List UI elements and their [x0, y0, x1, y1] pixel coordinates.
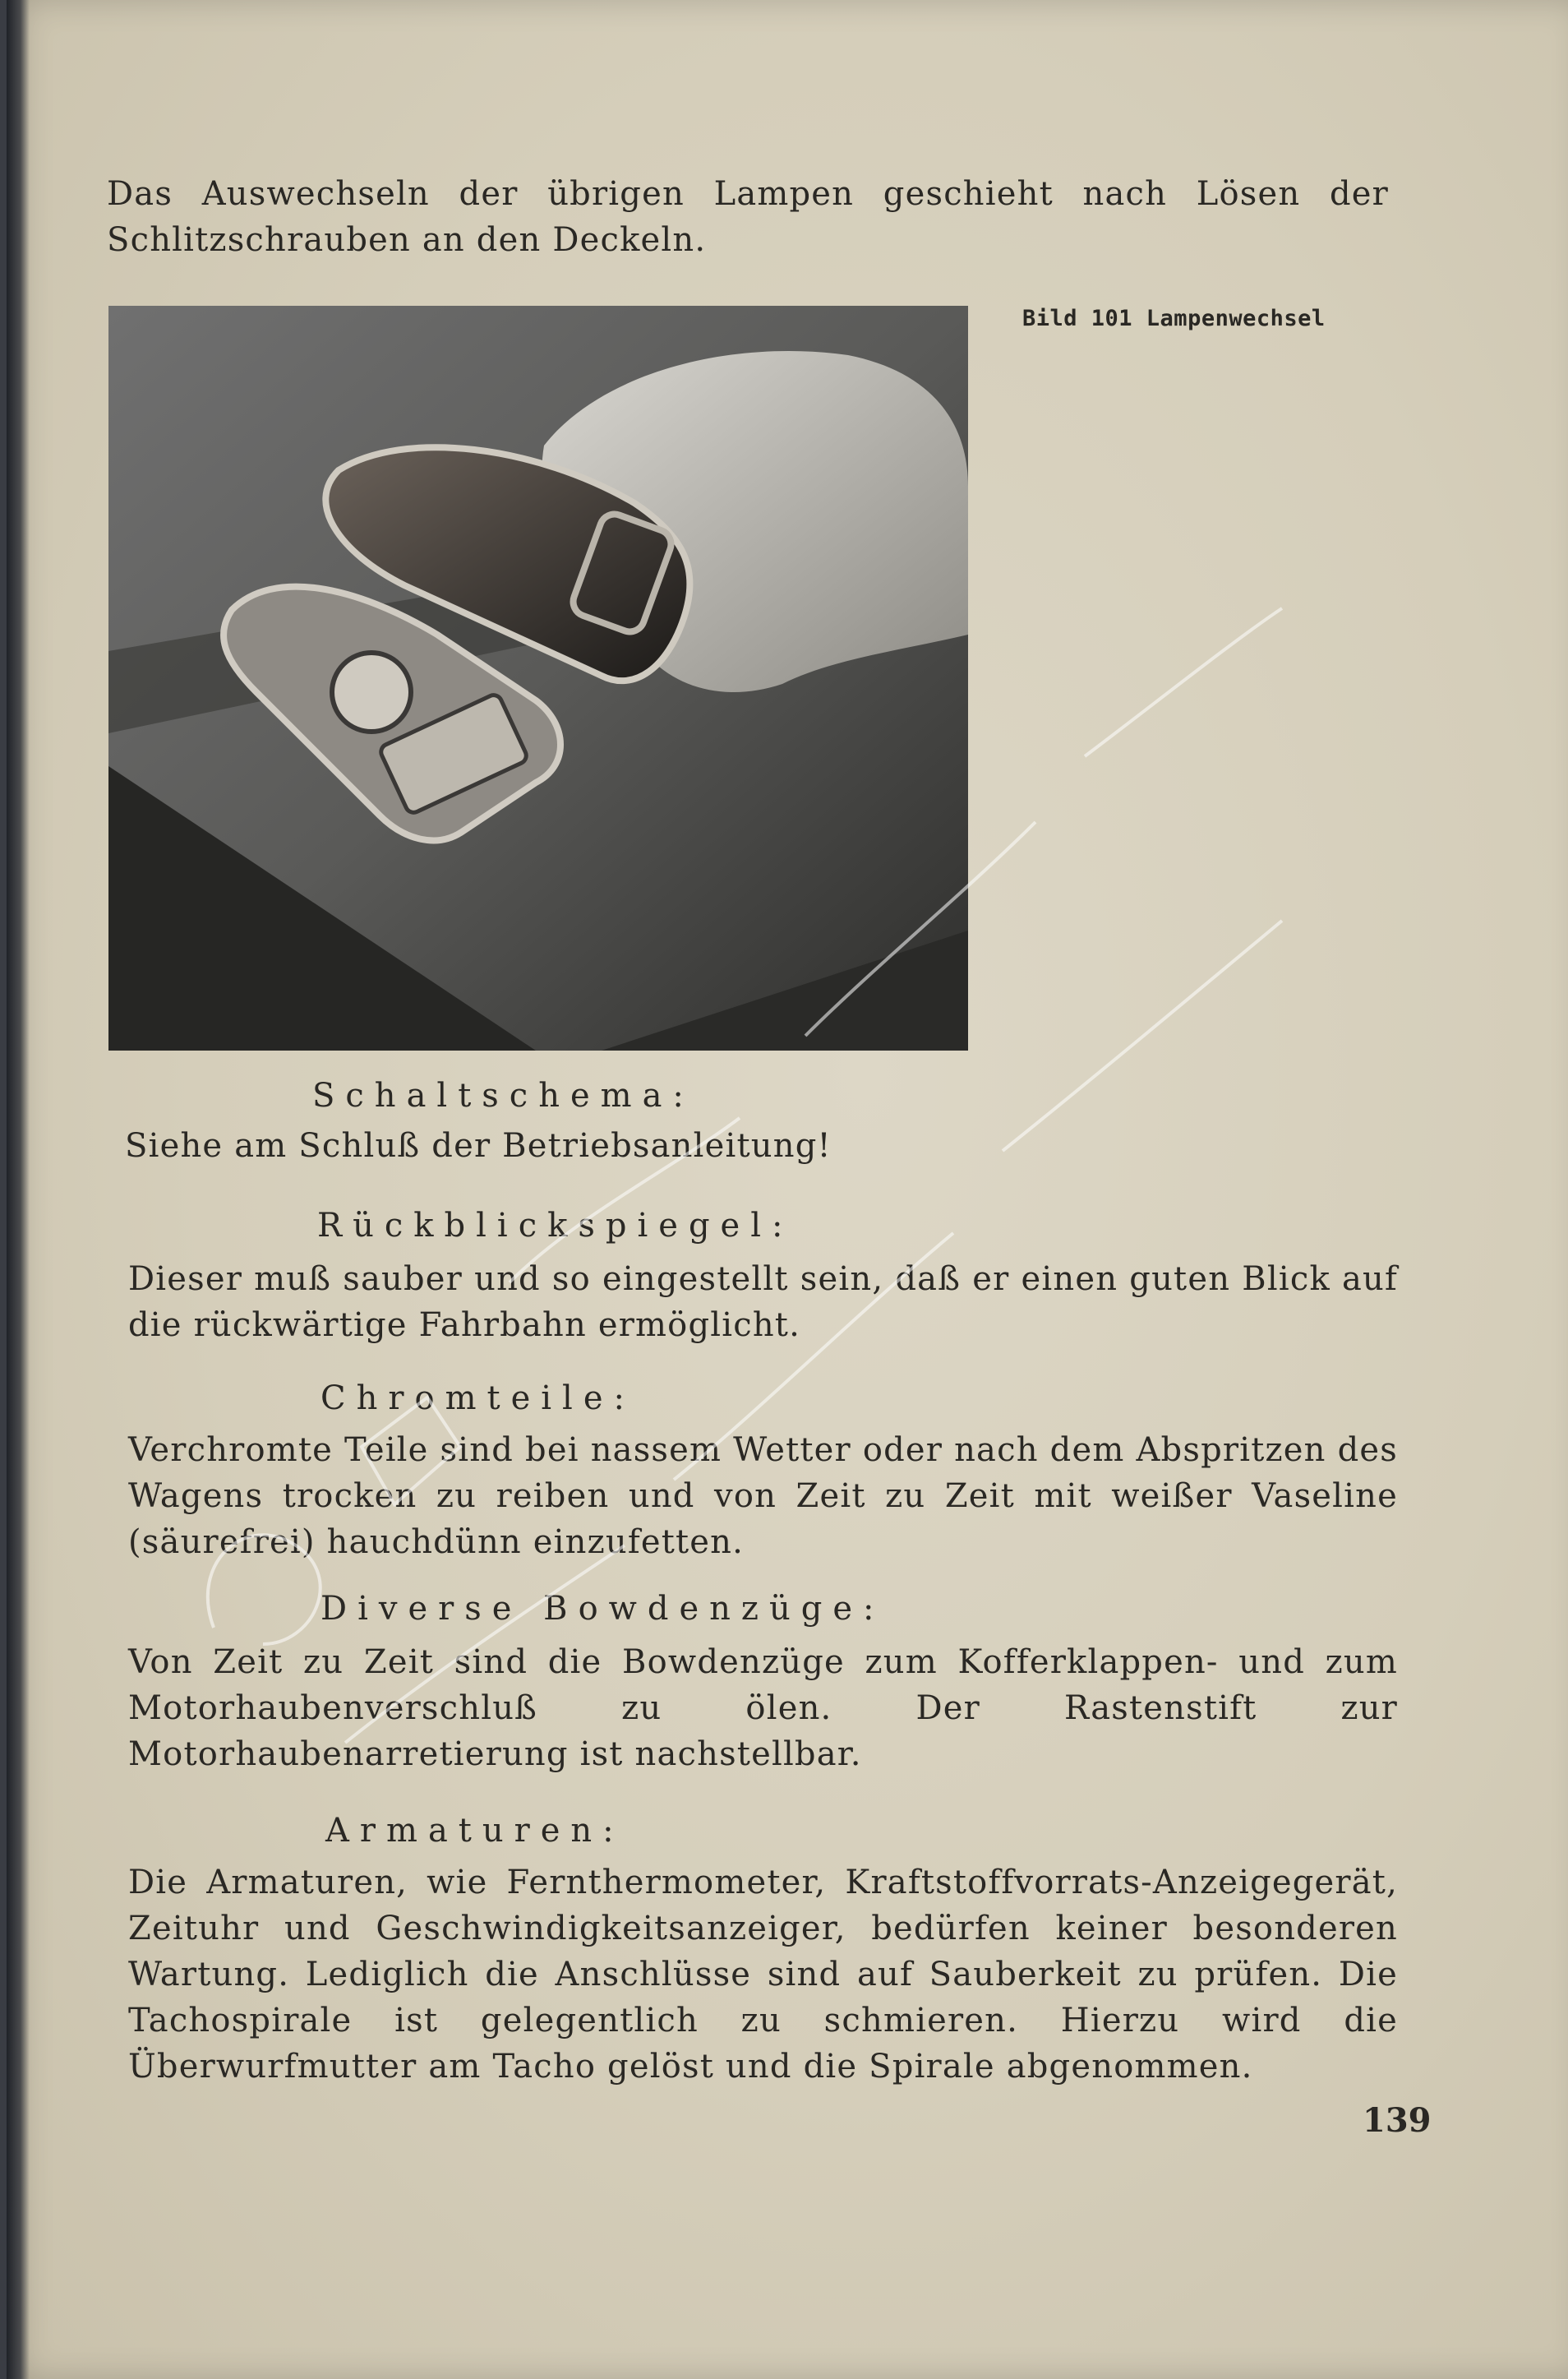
section-heading-armaturen: Armaturen:	[325, 1812, 625, 1850]
book-gutter	[7, 0, 30, 2379]
section-heading-chromteile: Chromteile:	[321, 1379, 635, 1417]
section-body-bowdenzuege: Von Zeit zu Zeit sind die Bowdenzüge zum Kofferklappen- und zum Motorhaubenverschluß zu ölen. Der Rastenstift zur Motorhaubenarretierung ist nachstellbar.	[128, 1643, 1398, 1773]
figure-caption: Bild 101 Lampenwechsel	[1022, 306, 1326, 331]
page-number: 139	[1363, 2101, 1432, 2140]
section-body-chromteile: Verchromte Teile sind bei nassem Wetter oder nach dem Abspritzen des Wagens trocken zu reiben und von Zeit zu Zeit mit weißer Vaseline (säurefrei) hauchdünn einzufetten.	[128, 1431, 1398, 1561]
section-body-rueckblickspiegel: Dieser muß sauber und so eingestellt sein, daß er einen guten Blick auf die rückwärtige Fahrbahn ermöglicht.	[128, 1260, 1398, 1344]
section-body-armaturen: Die Armaturen, wie Fernthermometer, Kraftstoffvorrats-Anzeigegerät, Zeituhr und Geschwindigkeitsanzeiger, bedürfen keiner besonderen Wartung. Lediglich die Anschlüsse sind auf Sauberkeit zu prüfen. Die Tachospirale ist gelegentlich zu schmieren. Hierzu wird die Überwurfmutter am Tacho gelöst und die Spirale abgenommen.	[128, 1864, 1398, 2086]
section-heading-schaltschema: Schaltschema:	[312, 1077, 694, 1115]
book-page	[7, 0, 1568, 2379]
intro-paragraph: Das Auswechseln der übrigen Lampen geschieht nach Lösen der Schlitzschrauben an den Deckeln.	[107, 175, 1389, 259]
section-body-schaltschema: Siehe am Schluß der Betriebsanleitung!	[125, 1127, 832, 1165]
section-heading-bowdenzuege: Diverse Bowdenzüge:	[321, 1590, 885, 1628]
lamp-change-photo	[108, 306, 968, 1051]
section-heading-rueckblickspiegel: Rückblickspiegel:	[317, 1207, 794, 1245]
